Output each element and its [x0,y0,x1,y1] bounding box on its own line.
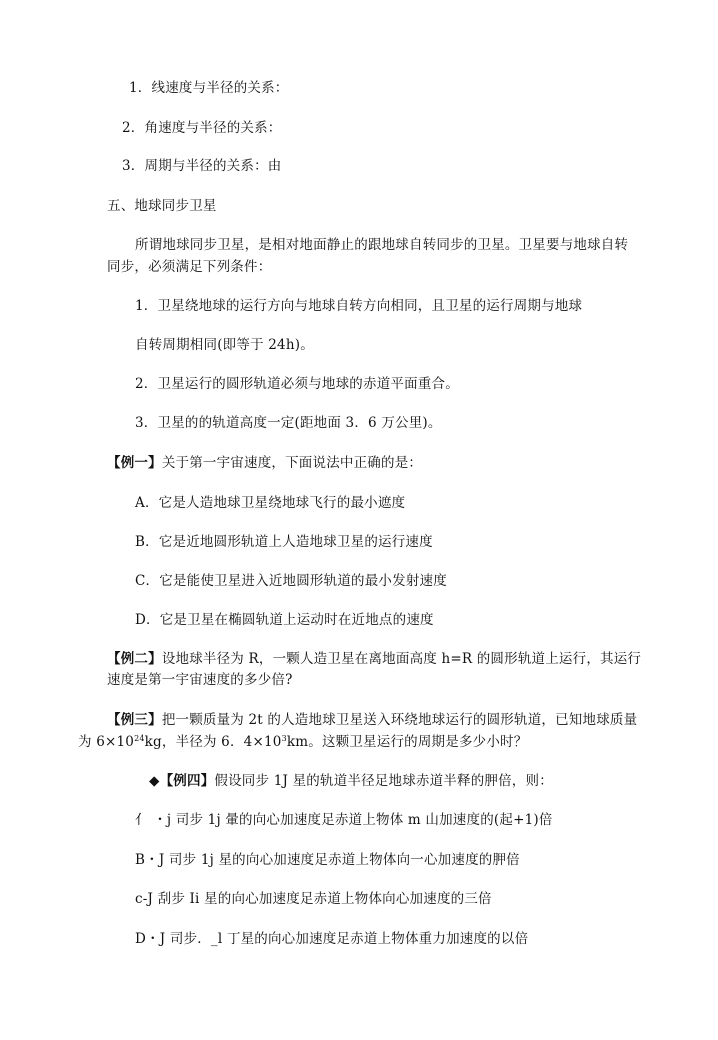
example-3-question [107,711,637,729]
question-text: 关于第一宇宙速度，下面说法中正确的是： [161,455,423,471]
item-linear-speed-radius: 1．线速度与半径的关系： [129,80,289,96]
example-2-question [107,650,641,668]
option-b: B・J 司步 1j 星的向心加速度足赤道上物体向一心加速度的胛倍 [135,852,520,868]
condition-1-continued: 自转周期相同(即等于 24h)。 [135,337,314,353]
example-tag: 【例三】 [107,712,162,728]
option-c: c-J 刮步 Ii 星的向心加速度足赤道上物体向心加速度的三倍 [135,891,492,907]
condition-3: 3．卫星的的轨道高度一定(距地面 3．6 万公里)。 [135,415,442,431]
example-4-question [149,772,553,790]
question-text: 假设同步 1J 星的轨道半径足地球赤道半释的胛倍，则： [214,773,553,789]
item-period-radius: 3．周期与半径的关系：由 [122,158,282,174]
example-tag: 【例一】 [107,455,162,471]
example-tag: 【例二】 [107,651,162,667]
condition-1: 1．卫星绕地球的运行方向与地球自转方向相同，且卫星的运行周期与地球 [135,298,583,314]
diamond-bullet-icon: ◆ [149,773,160,789]
condition-2: 2．卫星运行的圆形轨道必须与地球的赤道平面重合。 [135,376,459,392]
option-a: 亻 ・j 司步 1j 暈的向心加速度足赤道上物体 m 山加速度的(起+1)倍 [135,812,553,828]
option-d: D・J 司步．_l 丁星的向心加速度足赤道上物体重力加速度的以倍 [135,931,529,947]
example-tag: 【例四】 [159,773,215,789]
section-heading: 五、地球同步卫星 [107,198,217,214]
item-angular-speed-radius: 2．角速度与半径的关系： [122,120,282,136]
option-d: D．它是卫星在椭圆轨道上运动时在近地点的速度 [135,612,434,628]
question-text: 把一颗质量为 2t 的人造地球卫星送入环绕地球运行的圆形轨道，已知地球质量 [161,712,638,728]
option-b: B．它是近地圆形轨道上人造地球卫星的运行速度 [135,534,433,550]
option-c: C．它是能使卫星进入近地圆形轨道的最小发射速度 [135,573,447,589]
example-2-question-continued: 速度是第一宇宙速度的多少倍? [107,672,293,688]
paragraph-line: 所谓地球同步卫星，是相对地面静止的跟地球自转同步的卫星。卫星要与地球自转 [135,237,629,253]
question-text: 设地球半径为 R，一颗人造卫星在离地面高度 h=R 的圆形轨道上运行，其运行 [161,651,642,667]
example-1-question [107,454,422,472]
paragraph-line: 同步，必须满足下列条件： [107,259,272,275]
example-3-question-continued: 为 $6\times 10^{24}kg$，半径为 6．$4\times 10^3km$。这颗卫星运行的周期是多少小时？ [78,734,528,750]
option-a: A．它是人造地球卫星绕地球飞行的最小遮度 [135,495,406,511]
